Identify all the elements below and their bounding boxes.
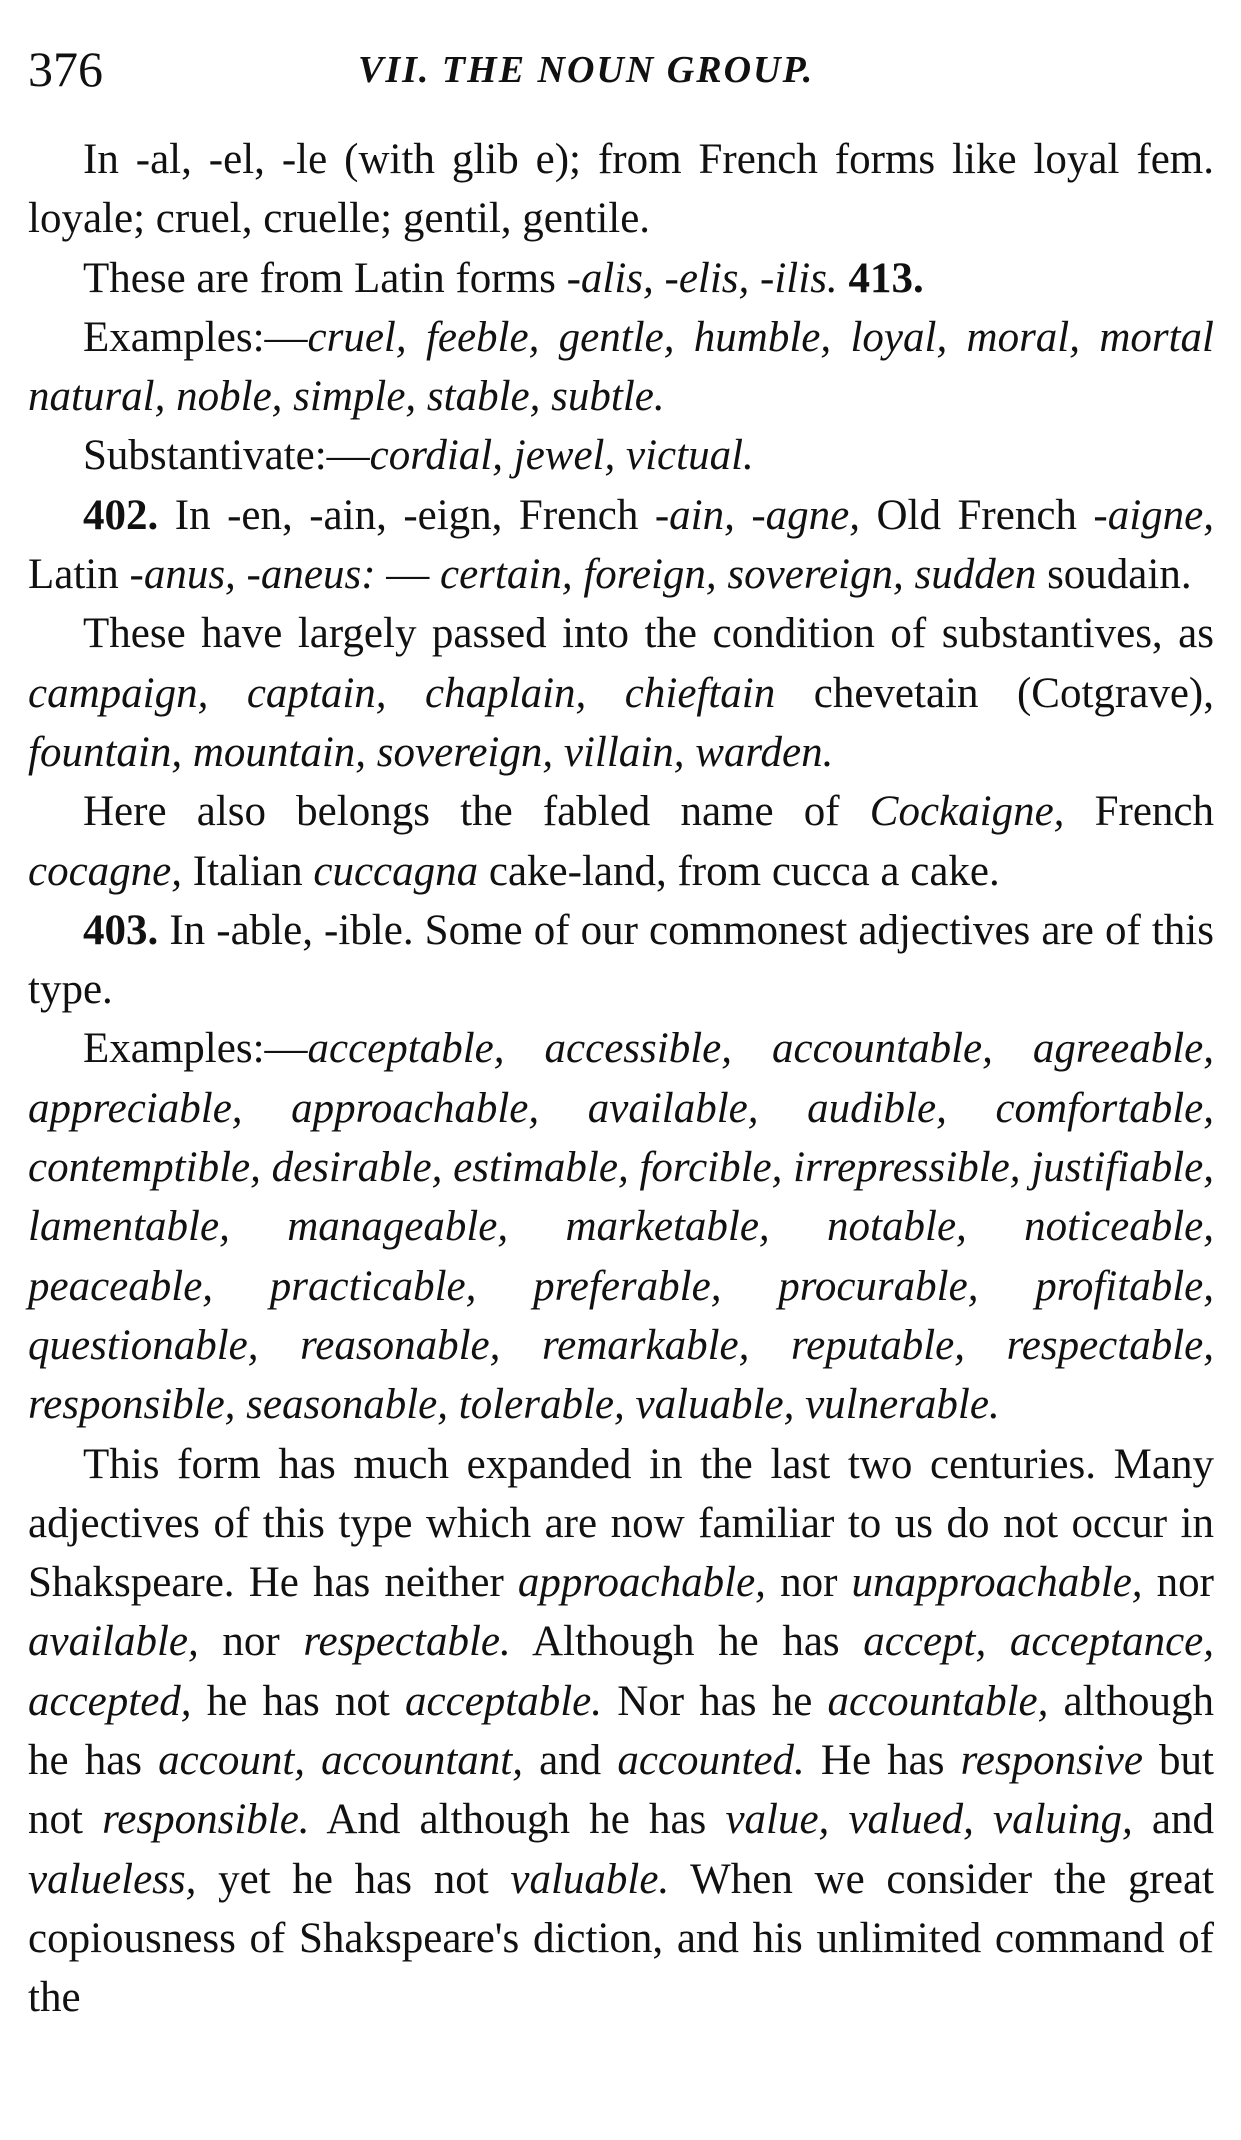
text-run: cake-land, from cucca a cake. xyxy=(478,847,1000,895)
italic-run: responsive xyxy=(960,1737,1143,1785)
text-run: and xyxy=(1132,1796,1214,1844)
section-403 xyxy=(28,901,1214,1020)
italic-run: certain, foreign, sovereign, sudden xyxy=(440,551,1037,599)
text-run: In -able, -ible. Some of our commonest adjectives are of this type. xyxy=(28,906,1214,1014)
text-run: Examples:— xyxy=(83,1025,308,1073)
running-title: VII. THE NOUN GROUP. xyxy=(358,49,815,91)
text-run: and xyxy=(522,1737,618,1785)
italic-run: -aigne, xyxy=(1093,491,1215,539)
section-number: 403. xyxy=(83,906,159,954)
text-run: although he has xyxy=(28,1677,1214,1785)
text-run: he has not xyxy=(191,1677,406,1725)
text-run: nor xyxy=(765,1559,852,1607)
section-reference: 413. xyxy=(837,254,924,302)
text-run: yet he has not xyxy=(196,1855,511,1903)
text-run: These are from Latin forms xyxy=(83,254,567,302)
italic-run: accountable, xyxy=(827,1677,1049,1725)
italic-run: -alis, -elis, -ilis. xyxy=(566,254,838,302)
italic-run: cuccagna xyxy=(313,847,479,895)
paragraph-cockaigne xyxy=(28,782,1214,901)
italic-run: -ain, -agne, xyxy=(654,491,860,539)
text-run: Examples:— xyxy=(83,313,308,361)
italic-run: valuable. xyxy=(510,1855,670,1903)
italic-run: cruel, feeble, gentle, humble, loyal, moral, mortal natural, noble, simple, stable, subtle. xyxy=(28,313,1214,421)
italic-run: unapproachable, xyxy=(851,1559,1143,1607)
text-run: Italian xyxy=(182,847,314,895)
text-run: Here also belongs the fabled name of xyxy=(83,788,870,836)
italic-run: respectable. xyxy=(303,1618,511,1666)
text-run: nor xyxy=(198,1618,304,1666)
italic-run: value, valued, valuing, xyxy=(725,1796,1133,1844)
body-text xyxy=(28,130,1214,2028)
page-number: 376 xyxy=(28,41,103,97)
text-run: soudain. xyxy=(1036,551,1192,599)
italic-run: account, accountant, xyxy=(158,1737,523,1785)
italic-run: responsible. xyxy=(102,1796,310,1844)
italic-run: fountain, mountain, sovereign, villain, warden. xyxy=(28,728,834,776)
text-run: These have largely passed into the condition of substantives, as xyxy=(83,610,1214,658)
text-run: Substantivate:— xyxy=(83,432,370,480)
italic-run: accept, acceptance, accepted, xyxy=(28,1618,1214,1725)
text-run: And although he has xyxy=(309,1796,726,1844)
paragraph-al-el-le xyxy=(28,130,1214,249)
paragraph-substantives xyxy=(28,604,1214,782)
section-402 xyxy=(28,486,1214,605)
text-run: Latin xyxy=(28,551,130,599)
italic-run: Cockaigne, xyxy=(869,788,1065,836)
text-run: — xyxy=(375,551,441,599)
text-run: Old French xyxy=(860,491,1094,539)
text-run: He has xyxy=(804,1737,961,1785)
text-run: Nor has he xyxy=(602,1677,828,1725)
section-number: 402. xyxy=(83,491,159,539)
paragraph-shakspeare xyxy=(28,1435,1214,2028)
text-run: chevetain (Cotgrave), xyxy=(775,669,1214,717)
italic-run: approachable, xyxy=(517,1559,766,1607)
italic-run: accounted. xyxy=(617,1737,805,1785)
text-run: In -al, -el, -le (with glib e); from French forms like loyal fem. loyale; cruel, cruelle; gentil, gentile. xyxy=(28,136,1214,243)
paragraph-substantivate xyxy=(28,426,1214,485)
italic-run: valueless, xyxy=(28,1855,197,1903)
italic-run: available, xyxy=(28,1618,199,1666)
italic-run: cordial, jewel, victual. xyxy=(369,432,754,480)
paragraph-examples-able xyxy=(28,1019,1214,1434)
text-run: This form has much expanded in the last two centuries. Many adjectives of this type which are now familiar to us do not occur in Shakspeare. He has neither xyxy=(28,1440,1214,1607)
text-run: In -en, -ain, -eign, French xyxy=(158,491,655,539)
text-run: Although he has xyxy=(510,1618,864,1666)
paragraph-latin-forms xyxy=(28,249,1214,308)
italic-run: -anus, -aneus: xyxy=(129,551,376,599)
italic-run: cocagne, xyxy=(28,847,183,895)
italic-run: campaign, captain, chaplain, chieftain xyxy=(28,669,776,717)
italic-run: acceptable. xyxy=(405,1677,603,1725)
page-header xyxy=(28,30,1213,100)
paragraph-examples-al xyxy=(28,308,1214,427)
text-run: nor xyxy=(1142,1559,1214,1607)
text-run: but not xyxy=(28,1737,1214,1844)
italic-run: acceptable, accessible, accountable, agreeable, appreciable, approachable, available, audible, comfortable, contemptible, desirable, estimable, forcible, irrepressible, justifiable, lamentable, manageable, marketable, notable, noticeable, peaceable, practicable, preferable, procurable, profitable, questionable, reasonable, remarkable, reputable, respectable, responsible, seasonable, tolerable, valuable, vulnerable. xyxy=(28,1025,1214,1429)
text-run: When we consider the great copiousness of Shakspeare's diction, and his unlimited command of the xyxy=(28,1855,1214,2022)
text-run: French xyxy=(1064,788,1215,836)
